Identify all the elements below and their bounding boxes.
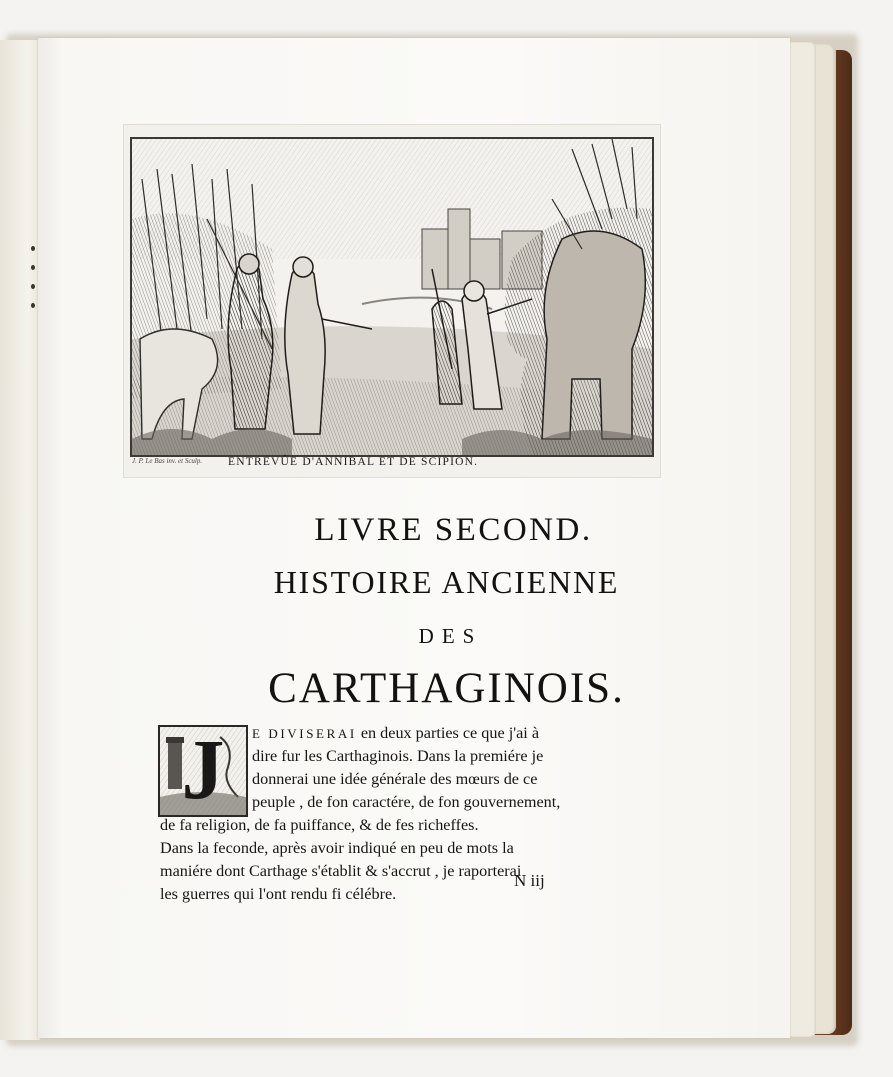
lead-word: E DIVISERAI — [252, 726, 357, 741]
line-text: en deux parties ce que j'ai à — [356, 724, 540, 742]
body-line: Dans la feconde, après avoir indiqué en peu de mots la — [160, 839, 514, 857]
engraver-credit: J. P. Le Bas inv. et Sculp. — [132, 457, 203, 465]
body-line: maniére dont Carthage s'établit & s'accrut , je raporterai — [160, 862, 522, 880]
body-line — [252, 722, 539, 745]
connector-title: DES — [418, 624, 483, 648]
people-title: CARTHAGINOIS. — [268, 665, 625, 712]
book-title: LIVRE SECOND. — [314, 512, 593, 548]
subject-title: HISTOIRE ANCIENNE — [273, 564, 620, 600]
signature-mark: N iij — [514, 871, 545, 890]
dropcap-letter: J — [181, 725, 225, 817]
body-line: dire fur les Carthaginois. Dans la premiére je — [252, 747, 544, 765]
body-line: peuple , de fon caractére, de fon gouvernement, — [252, 793, 561, 811]
body-line: donnerai une idée générale des mœurs de ce — [252, 770, 538, 788]
decorated-dropcap — [158, 725, 248, 817]
engraving-illustration — [130, 137, 654, 457]
body-line: de fa religion, de fa puiffance, & de fes richeffes. — [160, 816, 479, 834]
engraving-caption: ENTREVÛE D'ANNIBAL ET DE SCIPION. — [228, 456, 479, 468]
binding-holes — [31, 246, 37, 336]
body-line: les guerres qui l'ont rendu fi célébre. — [160, 885, 397, 903]
